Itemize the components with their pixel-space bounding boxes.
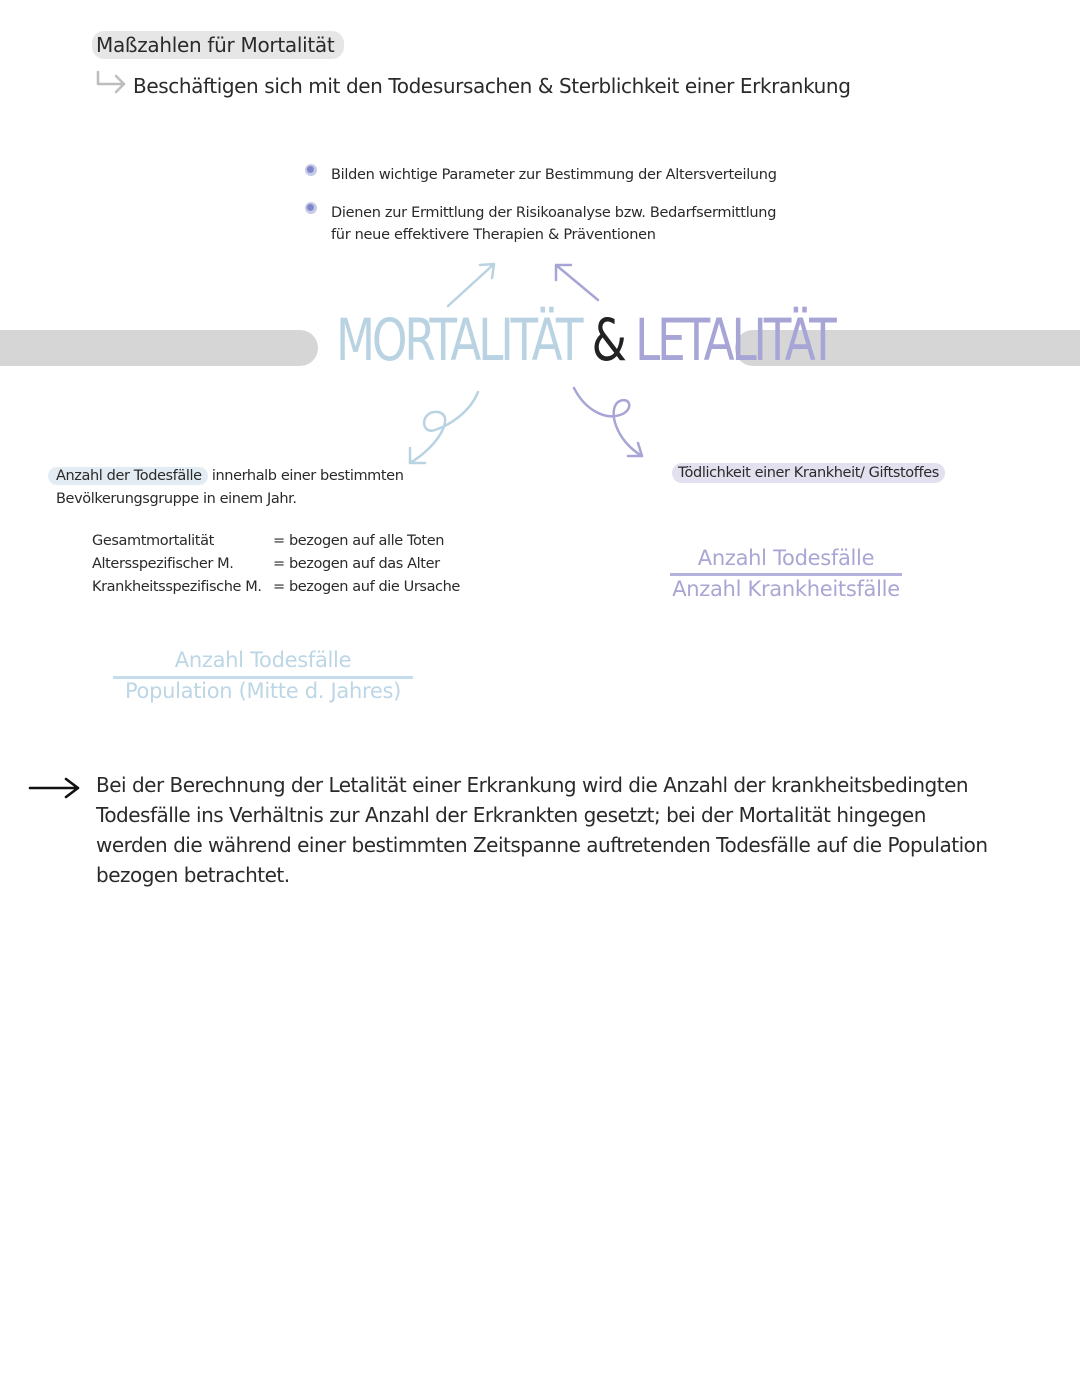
mortality-type-term: Gesamtmortalität (92, 533, 214, 549)
mortality-definition-rest: innerhalb einer bestimmten (207, 468, 404, 484)
curly-arrow-left-icon (410, 392, 478, 463)
mortality-type-meaning: = bezogen auf das Alter (273, 556, 440, 572)
lethality-definition-text: Tödlichkeit einer Krankheit/ Giftstoffes (672, 463, 945, 483)
curly-arrow-right-icon (574, 388, 642, 456)
bullet-text: Dienen zur Ermittlung der Risikoanalyse bzw. Bedarfsermittlung für neue effektivere Therapien & Präventionen (331, 205, 777, 243)
heading-text: Maßzahlen für Mortalität (92, 31, 344, 59)
mortality-type-term: Altersspezifischer M. (92, 556, 234, 572)
mortality-type-term: Krankheitsspezifische M. (92, 579, 262, 595)
mortality-formula-numerator: Anzahl Todesfälle (174, 648, 352, 672)
mortality-definition-line2: Bevölkerungsgruppe in einem Jahr. (56, 491, 297, 507)
lethality-formula-denominator: Anzahl Krankheitsfälle (672, 577, 900, 601)
lethality-formula-numerator: Anzahl Todesfälle (697, 546, 875, 570)
subheading: Beschäftigen sich mit den Todesursachen & Sterblichkeit einer Erkrankung (133, 74, 851, 98)
bullet-text: Bilden wichtige Parameter zur Bestimmung der Altersverteilung (331, 167, 777, 183)
conclusion-text: Bei der Berechnung der Letalität einer Erkrankung wird die Anzahl der krankheitsbedingten Todesfälle ins Verhältnis zur Anzahl der Erkrankten gesetzt; bei der Mortalität hingegen werden die während einer bestimmten Zeitspanne auftretenden Todesfälle auf die Population bezogen betrachtet. (96, 773, 988, 887)
title-lethality: LETALITÄT (635, 306, 834, 374)
mortality-definition-highlight: Anzahl der Todesfälle (48, 467, 208, 485)
right-arrow-icon (28, 776, 84, 800)
connector-arrows (0, 0, 1080, 480)
lethality-definition (672, 465, 945, 481)
mortality-formula-denominator: Population (Mitte d. Jahres) (124, 679, 402, 703)
arrow-up-right-icon (448, 264, 494, 306)
title-mortality: MORTALITÄT (336, 306, 581, 374)
lethality-formula-line (670, 573, 902, 576)
mortality-type-meaning: = bezogen auf die Ursache (273, 579, 460, 595)
arrow-up-left-icon (556, 265, 598, 300)
mortality-type-meaning: = bezogen auf alle Toten (273, 533, 445, 549)
title-ampersand: & (591, 306, 624, 374)
mortality-definition (48, 465, 404, 511)
